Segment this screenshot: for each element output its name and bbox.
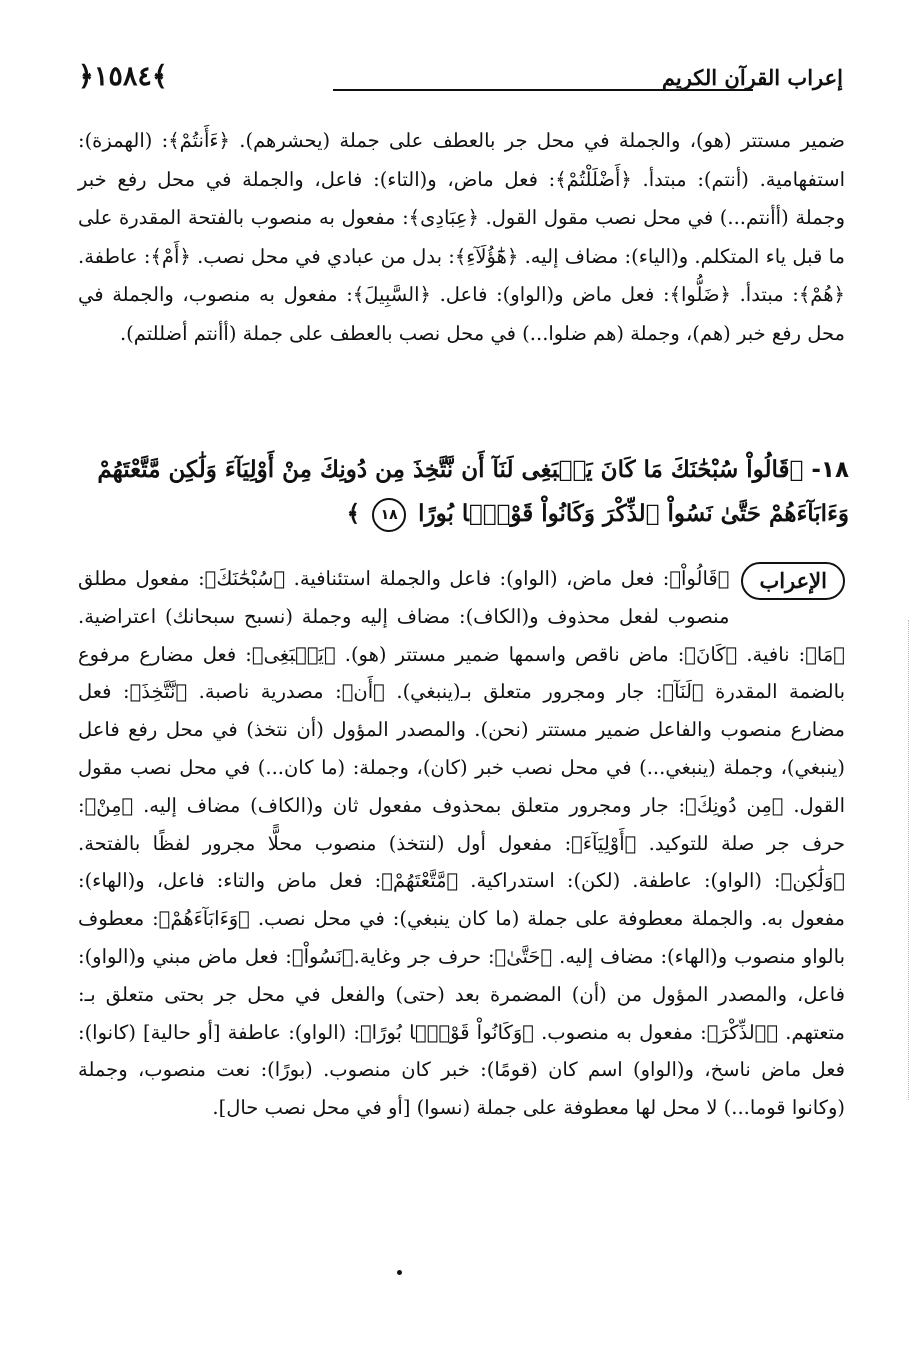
verse-text: ﴿قَالُواْ سُبْحَٰنَكَ مَا كَانَ يَنۢبَغِى لَنَآ أَن نَّتَّخِذَ مِن دُونِكَ مِنْ أَوْلِيَآءَ وَلَٰكِن مَّتَّعْتَهُمْ وَءَابَآءَهُمْ حَتَّىٰ نَسُواْ ٱلذِّكْرَ وَكَانُواْ قَوْمًۢا بُورًا	[97, 456, 849, 527]
scan-edge-marks	[904, 620, 909, 1100]
page-number: ﴿١٥٨٤﴾	[78, 61, 168, 92]
page-header	[78, 55, 843, 103]
verse-number: ١٨-	[811, 457, 849, 483]
irab-text: ﴿قَالُواْ﴾: فعل ماض، (الواو): فاعل والجملة استئنافية. ﴿سُبْحَٰنَكَ﴾: مفعول مطلق منصوب لفعل محذوف و(الكاف): مضاف إليه وجملة (نسبح سبحانك) اعتراضية. ﴿مَا﴾: نافية. ﴿كَانَ﴾: ماض ناقص واسمها ضمير مستتر (هو). ﴿يَنۢبَغِى﴾: فعل مضارع مرفوع بالضمة المقدرة ﴿لَنَآ﴾: جار ومجرور متعلق بـ(ينبغي). ﴿أَن﴾: مصدرية ناصبة. ﴿نَّتَّخِذَ﴾: فعل مضارع منصوب والفاعل ضمير مستتر (نحن). والمصدر المؤول (أن نتخذ) في محل رفع فاعل (ينبغي)، وجملة (ينبغي...) في محل نصب خبر (كان)، وجملة: (ما كان...) في محل نصب مقول القول. ﴿مِن دُونِكَ﴾: جار ومجرور متعلق بمحذوف مفعول ثان و(الكاف) مضاف إليه. ﴿مِنْ﴾: حرف جر صلة للتوكيد. ﴿أَوْلِيَآءَ﴾: مفعول أول (لنتخذ) منصوب محلًّا مجرور لفظًا بالفتحة. ﴿وَلَٰكِن﴾: (الواو): عاطفة. (لكن): استدراكية. ﴿مَّتَّعْتَهُمْ﴾: فعل ماض والتاء: فاعل، و(الهاء): مفعول به. والجملة معطوفة على جملة (ما كان ينبغي): في محل نصب. ﴿وَءَابَآءَهُمْ﴾: معطوف بالواو منصوب و(الهاء): مضاف إليه. ﴿حَتَّىٰ﴾: حرف جر وغاية.﴿نَسُواْ﴾: فعل ماض مبني و(الواو): فاعل، والمصدر المؤول من (أن) المضمرة بعد (حتى) والفعل في محل جر بحتى متعلق بـ: متعتهم. ﴿ٱلذِّكْرَ﴾: مفعول به منصوب. ﴿وَكَانُواْ قَوْمًۢا بُورًا﴾: (الواو): عاطفة [أو حالية] (كانوا): فعل ماض ناسخ، و(الواو) اسم كان (قومًا): خبر كان منصوب. (بورًا): نعت منصوب، وجملة (وكانوا قوما...) لا محل لها معطوفة على جملة (نسوا) [أو في محل نصب حال].	[78, 567, 845, 1120]
ayah-end-marker: ١٨	[372, 498, 406, 532]
intro-paragraph	[78, 122, 845, 354]
irab-section	[78, 560, 845, 1127]
intro-paragraph-text: ضمير مستتر (هو)، والجملة في محل جر بالعطف على جملة (يحشرهم). ﴿ءَأَنتُمْ﴾: (الهمزة): استفهامية. (أنتم): مبتدأ. ﴿أَضْلَلْتُمْ﴾: فعل ماض، و(التاء): فاعل، والجملة في محل رفع خبر وجملة (أأنتم...) في محل نصب مقول القول. ﴿عِبَادِى﴾: مفعول به منصوب بالفتحة المقدرة على ما قبل ياء المتكلم. و(الياء): مضاف إليه. ﴿هَٰٓؤُلَآءِ﴾: بدل من عبادي في محل نصب. ﴿أَمْ﴾: عاطفة. ﴿هُمْ﴾: مبتدأ. ﴿ضَلُّوا﴾: فعل ماض و(الواو): فاعل. ﴿السَّبِيلَ﴾: مفعول به منصوب، والجملة في محل رفع خبر (هم)، وجملة (هم ضلوا...) في محل نصب بالعطف على جملة (أأنتم أضللتم).	[78, 129, 845, 345]
irab-label: الإعراب	[741, 562, 845, 600]
page-dot	[397, 1270, 402, 1275]
book-title: إعراب القرآن الكريم	[661, 65, 843, 90]
verse-closing-bracket: ﴾	[346, 500, 361, 527]
quran-verse	[78, 448, 849, 536]
